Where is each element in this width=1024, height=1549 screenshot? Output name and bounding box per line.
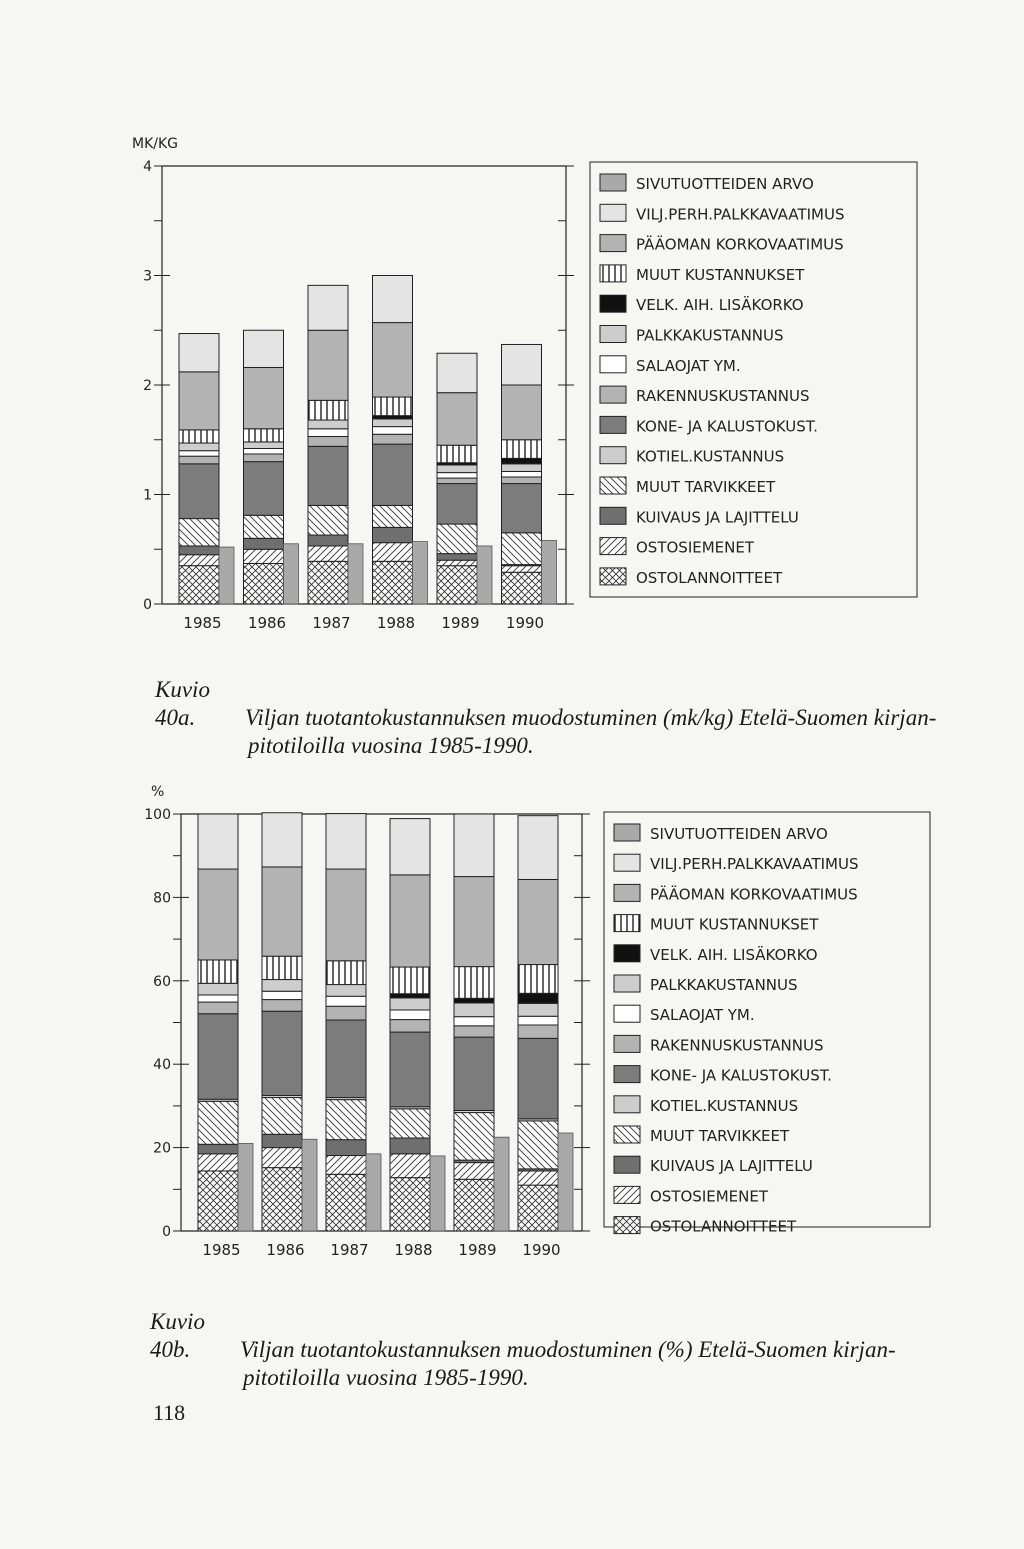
bar-segment-muut-kustannukset bbox=[198, 960, 238, 983]
legend-swatch-paaoman-korkovaatimus bbox=[600, 235, 626, 252]
bar-segment-ostosiemenet bbox=[373, 543, 413, 562]
bar-segment-ostolannoitteet bbox=[244, 563, 284, 604]
legend-swatch-kotiel-kustannus bbox=[614, 1096, 640, 1113]
bar-segment-rakennuskustannus bbox=[518, 1025, 558, 1038]
bar-segment-ostosiemenet bbox=[244, 549, 284, 563]
bar-segment-ostolannoitteet bbox=[179, 566, 219, 604]
legend-label-sivutuotteiden-arvo: SIVUTUOTTEIDEN ARVO bbox=[650, 825, 828, 843]
bar-segment-kone-ja-kalustokust bbox=[244, 462, 284, 516]
bar-segment-ostolannoitteet bbox=[308, 561, 348, 604]
side-bar-sivutuotteiden-arvo bbox=[477, 546, 492, 604]
bar-segment-ostolannoitteet bbox=[262, 1168, 302, 1231]
legend-label-paaoman-korkovaatimus: PÄÄOMAN KORKOVAATIMUS bbox=[650, 885, 858, 904]
legend-label-vilj-perh-palkkavaatimus: VILJ.PERH.PALKKAVAATIMUS bbox=[636, 205, 845, 224]
legend-swatch-kotiel-kustannus bbox=[600, 447, 626, 464]
bar-segment-rakennuskustannus bbox=[437, 478, 477, 483]
bar-segment-palkkakustannus bbox=[502, 464, 542, 472]
bar-segment-vilj-perh-palkkavaatimus bbox=[308, 285, 348, 330]
x-tick-label: 1987 bbox=[330, 1241, 369, 1259]
bar-segment-palkkakustannus bbox=[373, 419, 413, 427]
bar-segment-ostosiemenet bbox=[502, 566, 542, 573]
bar-segment-palkkakustannus bbox=[244, 442, 284, 449]
legend-swatch-muut-tarvikkeet bbox=[614, 1126, 640, 1143]
bar-segment-muut-kustannukset bbox=[437, 445, 477, 463]
bar-segment-muut-tarvikkeet bbox=[179, 519, 219, 546]
legend-swatch-muut-kustannukset bbox=[600, 265, 626, 282]
legend-label-rakennuskustannus: RAKENNUSKUSTANNUS bbox=[636, 387, 810, 406]
side-bar-sivutuotteiden-arvo bbox=[542, 540, 557, 604]
y-tick-label: 80 bbox=[153, 890, 171, 907]
bar-segment-kone-ja-kalustokust bbox=[308, 446, 348, 505]
chart-40b bbox=[144, 784, 930, 1259]
legend-swatch-ostolannoitteet bbox=[614, 1217, 640, 1234]
chart-40a bbox=[132, 136, 917, 632]
legend bbox=[604, 812, 930, 1236]
bar-segment-muut-kustannukset bbox=[179, 430, 219, 443]
bar-segment-ostolannoitteet bbox=[390, 1178, 430, 1231]
y-axis-label: % bbox=[151, 784, 165, 800]
bar-segment-velk-aih-lisakorko bbox=[518, 993, 558, 1003]
legend-label-ostolannoitteet: OSTOLANNOITTEET bbox=[636, 568, 783, 587]
legend-box bbox=[590, 162, 917, 597]
bar-segment-muut-tarvikkeet bbox=[373, 505, 413, 527]
bar-segment-kuivaus-ja-lajittelu bbox=[326, 1140, 366, 1156]
bar-segment-paaoman-korkovaatimus bbox=[262, 867, 302, 956]
bar-segment-salaojat-ym bbox=[262, 991, 302, 999]
y-tick-label: 20 bbox=[153, 1140, 171, 1157]
bar-segment-palkkakustannus bbox=[308, 420, 348, 429]
x-tick-label: 1986 bbox=[266, 1241, 305, 1259]
bar-segment-vilj-perh-palkkavaatimus bbox=[198, 814, 238, 869]
legend-label-ostosiemenet: OSTOSIEMENET bbox=[636, 538, 755, 557]
legend-swatch-rakennuskustannus bbox=[614, 1035, 640, 1052]
legend-swatch-kuivaus-ja-lajittelu bbox=[614, 1156, 640, 1173]
bar-segment-paaoman-korkovaatimus bbox=[518, 879, 558, 964]
bar-segment-muut-kustannukset bbox=[262, 956, 302, 979]
legend-swatch-palkkakustannus bbox=[614, 975, 640, 992]
legend-swatch-salaojat-ym bbox=[614, 1005, 640, 1022]
caption-40b bbox=[150, 1308, 950, 1392]
legend bbox=[590, 162, 917, 597]
bar-segment-ostosiemenet bbox=[308, 546, 348, 561]
side-bar-sivutuotteiden-arvo bbox=[238, 1143, 253, 1231]
bar-segment-kuivaus-ja-lajittelu bbox=[244, 538, 284, 549]
bar-segment-muut-tarvikkeet bbox=[326, 1100, 366, 1140]
bar-segment-rakennuskustannus bbox=[308, 436, 348, 446]
legend-label-muut-kustannukset: MUUT KUSTANNUKSET bbox=[650, 915, 819, 934]
bar-segment-ostolannoitteet bbox=[437, 566, 477, 604]
bar-segment-paaoman-korkovaatimus bbox=[244, 367, 284, 428]
bar-segment-rakennuskustannus bbox=[454, 1026, 494, 1037]
bar-segment-paaoman-korkovaatimus bbox=[454, 877, 494, 967]
bar-segment-rakennuskustannus bbox=[502, 477, 542, 484]
bar-segment-rakennuskustannus bbox=[244, 454, 284, 462]
bar-segment-muut-tarvikkeet bbox=[308, 505, 348, 535]
bar-segment-rakennuskustannus bbox=[390, 1020, 430, 1033]
bar-segment-rakennuskustannus bbox=[326, 1006, 366, 1020]
bar-segment-vilj-perh-palkkavaatimus bbox=[179, 334, 219, 372]
bar-segment-salaojat-ym bbox=[454, 1017, 494, 1026]
bar-segment-ostosiemenet bbox=[390, 1154, 430, 1178]
bar-segment-paaoman-korkovaatimus bbox=[308, 330, 348, 400]
y-tick-label: 3 bbox=[143, 268, 152, 285]
legend-label-palkkakustannus: PALKKAKUSTANNUS bbox=[636, 326, 784, 345]
caption-40a-line1: Viljan tuotantokustannuksen muodostuminen (mk/kg) Etelä-Suomen kirjan- bbox=[245, 705, 937, 730]
bar-segment-kuivaus-ja-lajittelu bbox=[198, 1144, 238, 1154]
legend-label-kone-ja-kalustokust: KONE- JA KALUSTOKUST. bbox=[650, 1066, 832, 1085]
bar-segment-rakennuskustannus bbox=[373, 434, 413, 444]
bar-segment-kone-ja-kalustokust bbox=[262, 1011, 302, 1095]
bar-segment-ostolannoitteet bbox=[518, 1185, 558, 1231]
bar-segment-paaoman-korkovaatimus bbox=[373, 323, 413, 397]
bar-segment-vilj-perh-palkkavaatimus bbox=[437, 353, 477, 392]
side-bar-sivutuotteiden-arvo bbox=[413, 542, 428, 604]
bar-segment-kone-ja-kalustokust bbox=[326, 1020, 366, 1098]
bar-segment-ostolannoitteet bbox=[502, 572, 542, 604]
caption-40a bbox=[155, 676, 955, 760]
legend-label-muut-tarvikkeet: MUUT TARVIKKEET bbox=[650, 1127, 790, 1145]
legend-label-palkkakustannus: PALKKAKUSTANNUS bbox=[650, 976, 798, 994]
bar-segment-kone-ja-kalustokust bbox=[179, 464, 219, 519]
bar-segment-muut-kustannukset bbox=[308, 400, 348, 420]
bar-segment-muut-tarvikkeet bbox=[518, 1121, 558, 1169]
bar-segment-kone-ja-kalustokust bbox=[373, 444, 413, 505]
legend-swatch-ostolannoitteet bbox=[600, 568, 626, 585]
legend-swatch-vilj-perh-palkkavaatimus bbox=[600, 204, 626, 221]
y-tick-label: 100 bbox=[144, 807, 171, 823]
bar-segment-vilj-perh-palkkavaatimus bbox=[518, 816, 558, 880]
bar-segment-salaojat-ym bbox=[198, 995, 238, 1002]
legend-label-kuivaus-ja-lajittelu: KUIVAUS JA LAJITTELU bbox=[650, 1157, 813, 1176]
bar-segment-ostosiemenet bbox=[179, 555, 219, 566]
side-bar-sivutuotteiden-arvo bbox=[284, 544, 299, 604]
side-bar-sivutuotteiden-arvo bbox=[302, 1139, 317, 1231]
bar-segment-muut-kustannukset bbox=[518, 965, 558, 994]
bar-segment-muut-tarvikkeet bbox=[262, 1098, 302, 1135]
bar-segment-ostolannoitteet bbox=[373, 561, 413, 604]
bar-segment-vilj-perh-palkkavaatimus bbox=[502, 344, 542, 385]
bar-segment-ostosiemenet bbox=[437, 560, 477, 565]
caption-40b-line1: Viljan tuotantokustannuksen muodostuminen (%) Etelä-Suomen kirjan- bbox=[240, 1337, 896, 1362]
bar-segment-kuivaus-ja-lajittelu bbox=[308, 535, 348, 546]
legend-swatch-kone-ja-kalustokust bbox=[614, 1066, 640, 1083]
x-tick-label: 1990 bbox=[505, 614, 545, 632]
bar-segment-paaoman-korkovaatimus bbox=[390, 875, 430, 967]
bar-segment-paaoman-korkovaatimus bbox=[502, 385, 542, 440]
bar-segment-muut-tarvikkeet bbox=[390, 1109, 430, 1138]
legend-swatch-paaoman-korkovaatimus bbox=[614, 884, 640, 901]
bar-segment-velk-aih-lisakorko bbox=[454, 998, 494, 1003]
legend-swatch-velk-aih-lisakorko bbox=[614, 945, 640, 962]
legend-label-salaojat-ym: SALAOJAT YM. bbox=[636, 356, 741, 375]
legend-swatch-ostosiemenet bbox=[600, 538, 626, 555]
legend-swatch-sivutuotteiden-arvo bbox=[600, 174, 626, 191]
bar-segment-velk-aih-lisakorko bbox=[390, 994, 430, 998]
bar-segment-vilj-perh-palkkavaatimus bbox=[244, 330, 284, 367]
bar-segment-ostolannoitteet bbox=[326, 1174, 366, 1231]
legend-label-ostosiemenet: OSTOSIEMENET bbox=[650, 1187, 769, 1206]
y-tick-label: 2 bbox=[143, 378, 152, 394]
bar-segment-kone-ja-kalustokust bbox=[198, 1014, 238, 1099]
bar-segment-rakennuskustannus bbox=[262, 1000, 302, 1012]
side-bar-sivutuotteiden-arvo bbox=[430, 1156, 445, 1231]
legend-swatch-velk-aih-lisakorko bbox=[600, 295, 626, 312]
bar-segment-salaojat-ym bbox=[502, 472, 542, 477]
legend-label-muut-tarvikkeet: MUUT TARVIKKEET bbox=[636, 478, 776, 496]
bar-segment-salaojat-ym bbox=[390, 1010, 430, 1020]
caption-40b-number: Kuvio 40b. bbox=[150, 1309, 205, 1362]
bar-segment-muut-tarvikkeet bbox=[437, 524, 477, 554]
bar-segment-kone-ja-kalustokust bbox=[437, 484, 477, 525]
bar-segment-ostosiemenet bbox=[454, 1163, 494, 1180]
legend-swatch-palkkakustannus bbox=[600, 326, 626, 343]
x-tick-label: 1989 bbox=[441, 614, 480, 632]
y-tick-label: 0 bbox=[143, 597, 152, 613]
bar-segment-salaojat-ym bbox=[373, 427, 413, 435]
bar-segment-palkkakustannus bbox=[179, 443, 219, 451]
bar-segment-palkkakustannus bbox=[326, 985, 366, 997]
x-tick-label: 1989 bbox=[458, 1241, 497, 1259]
bar-segment-muut-tarvikkeet bbox=[454, 1113, 494, 1161]
bar-segment-rakennuskustannus bbox=[179, 456, 219, 464]
side-bar-sivutuotteiden-arvo bbox=[219, 547, 234, 604]
bar-segment-muut-kustannukset bbox=[373, 397, 413, 416]
bar-segment-salaojat-ym bbox=[244, 449, 284, 454]
bar-segment-ostosiemenet bbox=[518, 1171, 558, 1185]
bar-segment-palkkakustannus bbox=[198, 983, 238, 995]
bar-segment-salaojat-ym bbox=[518, 1016, 558, 1025]
legend-label-salaojat-ym: SALAOJAT YM. bbox=[650, 1006, 755, 1025]
bar-segment-kuivaus-ja-lajittelu bbox=[390, 1138, 430, 1154]
legend-swatch-salaojat-ym bbox=[600, 356, 626, 373]
legend-label-kone-ja-kalustokust: KONE- JA KALUSTOKUST. bbox=[636, 417, 818, 436]
bar-segment-muut-kustannukset bbox=[454, 967, 494, 999]
bar-segment-ostolannoitteet bbox=[454, 1179, 494, 1231]
bar-segment-kone-ja-kalustokust bbox=[518, 1038, 558, 1118]
legend-label-kuivaus-ja-lajittelu: KUIVAUS JA LAJITTELU bbox=[636, 508, 799, 527]
bar-segment-kone-ja-kalustokust bbox=[390, 1032, 430, 1107]
y-tick-label: 40 bbox=[153, 1057, 171, 1074]
caption-40b-line2: pitotiloilla vuosina 1985-1990. bbox=[243, 1365, 529, 1390]
bar-segment-palkkakustannus bbox=[437, 465, 477, 473]
y-tick-label: 1 bbox=[143, 487, 152, 504]
x-tick-label: 1990 bbox=[522, 1241, 561, 1259]
legend-swatch-muut-kustannukset bbox=[614, 915, 640, 932]
legend-label-muut-kustannukset: MUUT KUSTANNUKSET bbox=[636, 265, 805, 284]
legend-label-velk-aih-lisakorko: VELK. AIH. LISÄKORKO bbox=[650, 945, 818, 964]
y-tick-label: 0 bbox=[162, 1224, 171, 1240]
bar-segment-muut-kustannukset bbox=[326, 961, 366, 985]
x-tick-label: 1985 bbox=[202, 1241, 241, 1259]
bar-segment-palkkakustannus bbox=[390, 998, 430, 1010]
legend-label-ostolannoitteet: OSTOLANNOITTEET bbox=[650, 1217, 797, 1236]
side-bar-sivutuotteiden-arvo bbox=[558, 1133, 573, 1231]
bar-segment-vilj-perh-palkkavaatimus bbox=[262, 813, 302, 867]
x-tick-label: 1986 bbox=[247, 614, 287, 632]
bar-segment-vilj-perh-palkkavaatimus bbox=[390, 819, 430, 875]
bar-segment-muut-kustannukset bbox=[502, 440, 542, 459]
bar-segment-kuivaus-ja-lajittelu bbox=[437, 554, 477, 561]
legend-swatch-kone-ja-kalustokust bbox=[600, 416, 626, 433]
bar-segment-paaoman-korkovaatimus bbox=[179, 372, 219, 430]
legend-label-sivutuotteiden-arvo: SIVUTUOTTEIDEN ARVO bbox=[636, 175, 814, 193]
bar-segment-paaoman-korkovaatimus bbox=[326, 869, 366, 961]
bar-segment-velk-aih-lisakorko bbox=[502, 458, 542, 463]
bar-segment-palkkakustannus bbox=[518, 1003, 558, 1016]
side-bar-sivutuotteiden-arvo bbox=[348, 544, 363, 604]
bar-segment-ostosiemenet bbox=[326, 1156, 366, 1175]
bar-segment-ostolannoitteet bbox=[198, 1171, 238, 1231]
legend-swatch-kuivaus-ja-lajittelu bbox=[600, 507, 626, 524]
bar-segment-muut-tarvikkeet bbox=[198, 1101, 238, 1144]
legend-swatch-sivutuotteiden-arvo bbox=[614, 824, 640, 841]
x-tick-label: 1985 bbox=[183, 614, 222, 632]
bar-segment-paaoman-korkovaatimus bbox=[198, 869, 238, 960]
bar-segment-vilj-perh-palkkavaatimus bbox=[373, 276, 413, 323]
bar-segment-palkkakustannus bbox=[262, 980, 302, 992]
page-number: 118 bbox=[153, 1400, 186, 1425]
bar-segment-salaojat-ym bbox=[437, 473, 477, 478]
legend-swatch-muut-tarvikkeet bbox=[600, 477, 626, 494]
bar-segment-vilj-perh-palkkavaatimus bbox=[326, 814, 366, 869]
y-tick-label: 60 bbox=[153, 973, 171, 990]
bar-segment-palkkakustannus bbox=[454, 1003, 494, 1017]
legend-swatch-rakennuskustannus bbox=[600, 386, 626, 403]
caption-40a-line2: pitotiloilla vuosina 1985-1990. bbox=[248, 733, 534, 758]
side-bar-sivutuotteiden-arvo bbox=[366, 1154, 381, 1231]
bar-segment-vilj-perh-palkkavaatimus bbox=[454, 814, 494, 877]
bar-segment-kone-ja-kalustokust bbox=[454, 1037, 494, 1110]
bar-segment-ostosiemenet bbox=[198, 1154, 238, 1171]
bar-segment-kuivaus-ja-lajittelu bbox=[179, 546, 219, 555]
legend-swatch-vilj-perh-palkkavaatimus bbox=[614, 854, 640, 871]
bar-segment-rakennuskustannus bbox=[198, 1002, 238, 1014]
bar-segment-kone-ja-kalustokust bbox=[502, 484, 542, 533]
y-axis-label: MK/KG bbox=[132, 136, 179, 152]
bar-segment-kuivaus-ja-lajittelu bbox=[373, 527, 413, 542]
bar-segment-paaoman-korkovaatimus bbox=[437, 393, 477, 446]
bar-segment-kuivaus-ja-lajittelu bbox=[262, 1134, 302, 1147]
bar-segment-muut-kustannukset bbox=[390, 967, 430, 994]
legend-label-kotiel-kustannus: KOTIEL.KUSTANNUS bbox=[636, 447, 785, 466]
legend-label-velk-aih-lisakorko: VELK. AIH. LISÄKORKO bbox=[636, 296, 804, 315]
legend-label-paaoman-korkovaatimus: PÄÄOMAN KORKOVAATIMUS bbox=[636, 235, 844, 254]
legend-swatch-ostosiemenet bbox=[614, 1186, 640, 1203]
bar-segment-ostosiemenet bbox=[262, 1148, 302, 1168]
bar-segment-muut-kustannukset bbox=[244, 429, 284, 442]
side-bar-sivutuotteiden-arvo bbox=[494, 1137, 509, 1231]
legend-label-kotiel-kustannus: KOTIEL.KUSTANNUS bbox=[650, 1096, 799, 1115]
legend-label-vilj-perh-palkkavaatimus: VILJ.PERH.PALKKAVAATIMUS bbox=[650, 855, 859, 874]
bar-segment-salaojat-ym bbox=[179, 451, 219, 456]
bar-segment-muut-tarvikkeet bbox=[244, 515, 284, 538]
x-tick-label: 1988 bbox=[394, 1241, 433, 1259]
caption-40a-number: Kuvio 40a. bbox=[155, 677, 210, 730]
y-tick-label: 4 bbox=[143, 159, 152, 175]
x-tick-label: 1988 bbox=[376, 614, 416, 632]
x-tick-label: 1987 bbox=[312, 614, 351, 632]
bar-segment-salaojat-ym bbox=[326, 996, 366, 1006]
bar-segment-muut-tarvikkeet bbox=[502, 533, 542, 565]
legend-label-rakennuskustannus: RAKENNUSKUSTANNUS bbox=[650, 1036, 824, 1055]
bar-segment-salaojat-ym bbox=[308, 429, 348, 437]
